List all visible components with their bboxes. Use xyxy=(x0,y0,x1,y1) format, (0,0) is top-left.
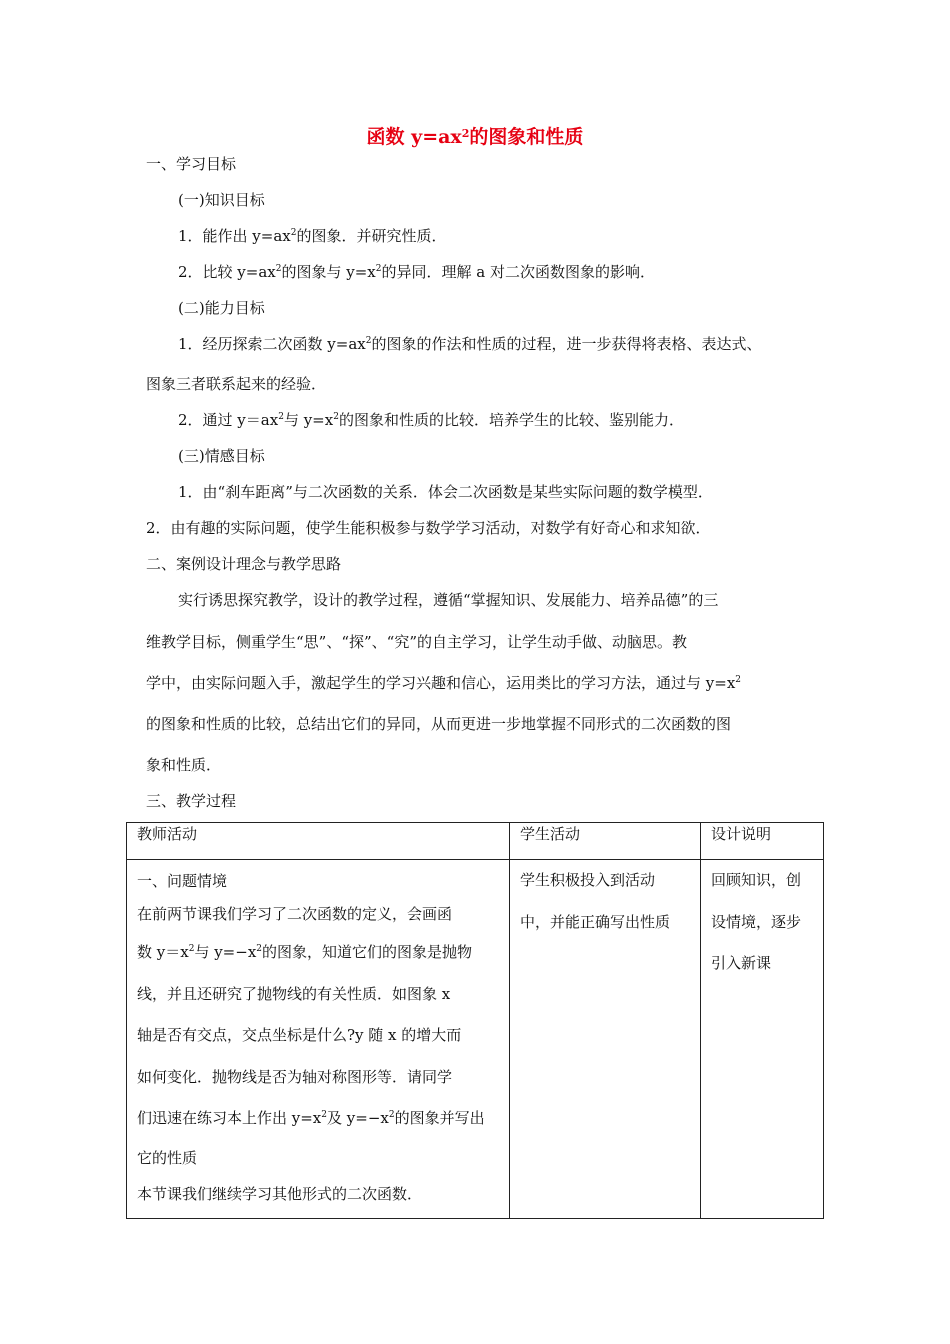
design-line: 引入新课 xyxy=(711,954,772,972)
paragraph-line-1: 实行诱思探究教学，设计的教学过程，遵循“掌握知识、发展能力、培养品德”的三 xyxy=(178,591,719,609)
teacher-line: 轴是否有交点，交点坐标是什么?y 随 x 的增大而 xyxy=(137,1026,462,1044)
subheading-emotion: (三)情感目标 xyxy=(178,447,265,465)
teacher-line: 如何变化．抛物线是否为轴对称图形等．请同学 xyxy=(137,1067,453,1086)
teacher-line: 数 $y=x^2$与 $y=-x^2$的图象，知道它们的图象是抛物 xyxy=(137,943,473,961)
paragraph-line-2: 维教学目标，侧重学生“思”、“探”、“究”的自主学习，让学生动手做、动脑思。教 xyxy=(146,633,688,651)
table-header-row xyxy=(127,823,824,860)
emotion-item-2: 2．由有趣的实际问题，使学生能积极参与数学学习活动，对数学有好奇心和求知欲． xyxy=(146,519,711,537)
section-heading-2: 二、案例设计理念与教学思路 xyxy=(146,555,342,573)
teacher-line: 一、问题情境 xyxy=(137,872,228,890)
paragraph-line-5: 象和性质． xyxy=(146,756,222,774)
header-student: 学生活动 xyxy=(510,823,701,860)
teaching-process-table xyxy=(126,822,824,1219)
ability-item-2: 2．通过 $y=ax^2$与 $y=x^2$的图象和性质的比较．培养学生的比较、鉴别能力． xyxy=(178,411,684,429)
teacher-line: 本节课我们继续学习其他形式的二次函数． xyxy=(137,1184,423,1203)
paragraph-line-3: 学中，由实际问题入手，激起学生的学习兴趣和信心，运用类比的学习方法，通过与 $y=x^2$ xyxy=(146,674,742,692)
design-note-cell xyxy=(701,860,824,1219)
teacher-line: 它的性质 xyxy=(137,1148,198,1167)
section-heading-3: 三、教学过程 xyxy=(146,792,237,810)
design-line: 设情境，逐步 xyxy=(711,912,802,931)
section-heading-1: 一、学习目标 xyxy=(146,155,237,173)
student-line: 学生积极投入到活动 xyxy=(520,871,656,889)
design-line: 回顾知识，创 xyxy=(711,871,802,889)
ability-item-1-cont: 图象三者联系起来的经验． xyxy=(146,375,327,393)
subheading-knowledge: (一)知识目标 xyxy=(178,191,265,209)
ability-item-1: 1．经历探索二次函数 $y=ax^2$的图象的作法和性质的过程，进一步获得将表格、表达式、 xyxy=(178,335,762,353)
student-activity-cell xyxy=(510,860,701,1219)
knowledge-item-2: 2．比较 $y=ax^2$的图象与 $y=x^2$的异同．理解 a 对二次函数图象的影响． xyxy=(178,263,655,281)
teacher-line: 线，并且还研究了抛物线的有关性质．如图象 x xyxy=(137,984,451,1003)
student-line: 中，并能正确写出性质 xyxy=(520,912,671,931)
teacher-line: 在前两节课我们学习了二次函数的定义，会画函 xyxy=(137,905,453,923)
document-title: 函数 $y=ax^2$的图象和性质 xyxy=(366,126,584,148)
header-teacher: 教师活动 xyxy=(127,823,510,860)
teacher-activity-cell xyxy=(127,860,510,1219)
teacher-line: 们迅速在练习本上作出 $y=x^2$及 $y=-x^2$的图象并写出 xyxy=(137,1109,485,1127)
subheading-ability: (二)能力目标 xyxy=(178,299,265,317)
emotion-item-1: 1．由“刹车距离”与二次函数的关系．体会二次函数是某些实际问题的数学模型． xyxy=(178,483,713,501)
table-row xyxy=(127,860,824,1219)
paragraph-line-4: 的图象和性质的比较，总结出它们的异同，从而更进一步地掌握不同形式的二次函数的图 xyxy=(146,715,732,733)
header-design: 设计说明 xyxy=(701,823,824,860)
knowledge-item-1: 1．能作出 $y=ax^2$的图象．并研究性质． xyxy=(178,227,447,245)
